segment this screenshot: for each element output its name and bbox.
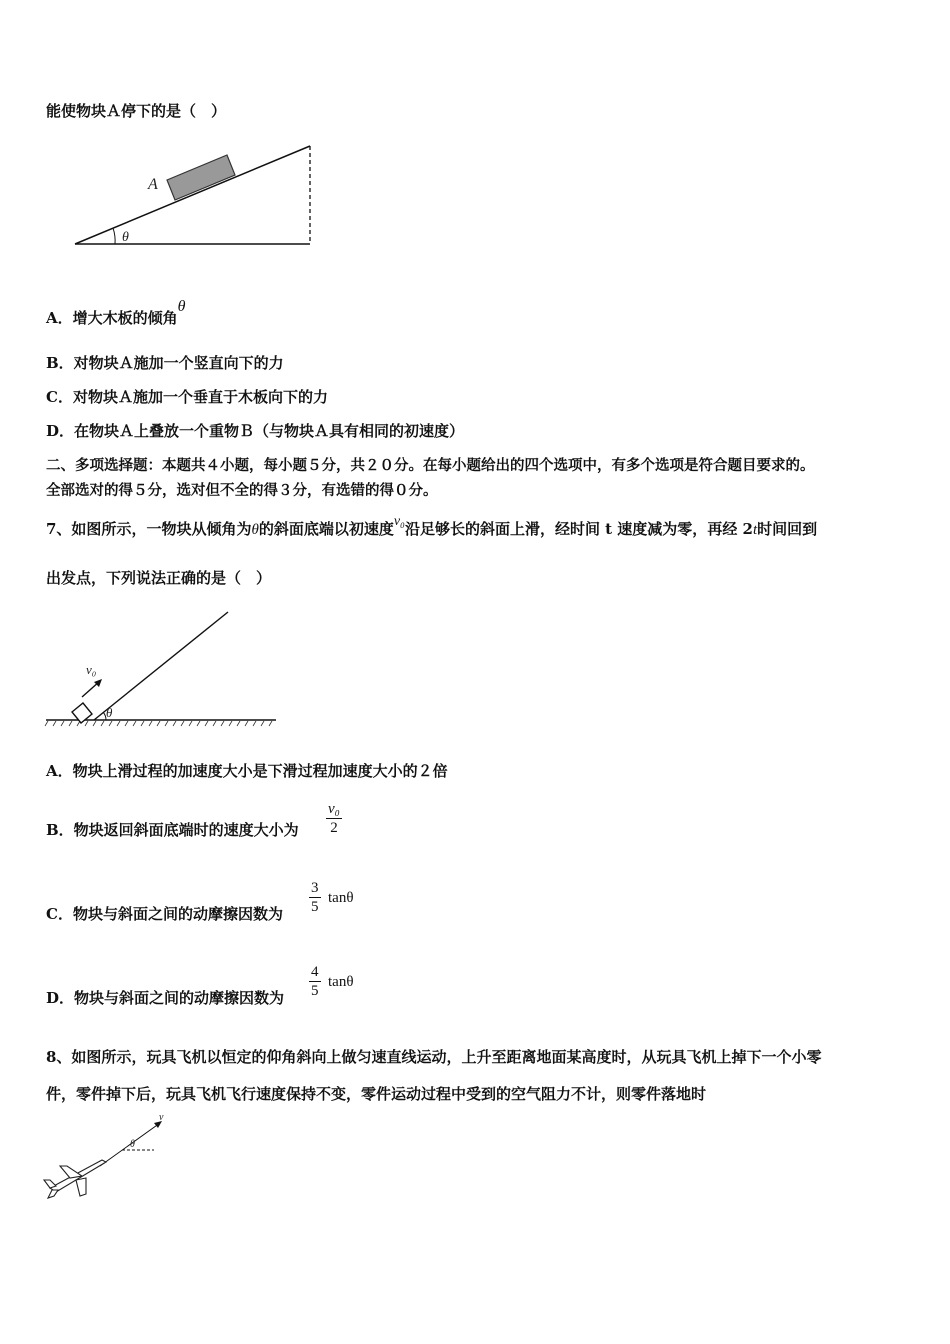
q8-airplane-figure — [42, 1110, 172, 1202]
q7-option-d-denominator: 5 — [311, 983, 319, 999]
q7-option-b-numerator: v₀ — [328, 801, 340, 817]
q7-option-d: D．物块与斜面之间的动摩擦因数为 — [46, 989, 285, 1007]
q7-angle-label: θ — [106, 705, 113, 720]
angle-arc — [113, 228, 115, 244]
q7-velocity-label: v₀ — [86, 662, 97, 677]
q7-option-d-fraction — [309, 963, 321, 1000]
q7-stem-part4: 时间回到 — [757, 520, 818, 538]
angle-label: θ — [122, 230, 129, 245]
section2-heading-line2: 全部选对的得５分，选对但不全的得３分，有选错的得０分。 — [46, 482, 438, 499]
q7-incline-figure — [44, 606, 280, 732]
q7-ground-hatch — [45, 721, 272, 726]
q7-option-b-denominator: 2 — [330, 820, 338, 836]
q6-option-c: C．对物块Ａ施加一个垂直于木板向下的力 — [46, 388, 328, 406]
q8-angle-label: θ — [130, 1139, 135, 1150]
incline-slope — [75, 146, 310, 244]
q7-stem-part1: 7、如图所示，一物块从倾角为 — [46, 520, 252, 538]
q8-stem-line1: 8、如图所示，玩具飞机以恒定的仰角斜向上做匀速直线运动，上升至距离地面某高度时，从玩具飞机上掉下一个小零 — [46, 1048, 822, 1066]
q7-option-c-denominator: 5 — [311, 899, 319, 915]
q7-option-d-tan: tanθ — [328, 974, 354, 990]
q7-option-c: C．物块与斜面之间的动摩擦因数为 — [46, 905, 283, 923]
q7-option-c-tan: tanθ — [328, 890, 354, 906]
q7-option-c-fraction — [309, 879, 321, 916]
q7-theta: θ — [251, 522, 259, 538]
q6-option-a — [46, 298, 186, 329]
q7-option-c-numerator: 3 — [311, 880, 319, 896]
q7-option-b: B．物块返回斜面底端时的速度大小为 — [46, 821, 299, 839]
q6-option-a-theta: θ — [177, 298, 186, 315]
q6-option-a-text: A．增大木板的倾角 — [46, 309, 178, 327]
q6-stem: 能使物块Ａ停下的是（ ） — [46, 102, 227, 120]
q7-stem-part3: 沿足够长的斜面上滑，经时间 t 速度减为零，再经 2 — [404, 520, 753, 538]
block-a — [167, 155, 235, 200]
q7-v0: v₀ — [393, 514, 405, 529]
block-a-label: A — [148, 176, 158, 193]
q6-option-b: B．对物块Ａ施加一个竖直向下的力 — [46, 354, 284, 372]
q8-stem-line2: 件，零件掉下后，玩具飞机飞行速度保持不变，零件运动过程中受到的空气阻力不计，则零件落地时 — [46, 1085, 707, 1103]
airplane-icon — [44, 1160, 106, 1198]
q7-option-d-numerator: 4 — [311, 964, 319, 980]
q7-slope — [94, 612, 228, 720]
q8-velocity-label: v — [159, 1112, 164, 1123]
q7-stem-part2: 的斜面底端以初速度 — [258, 520, 394, 538]
section2-heading-line1: 二、多项选择题：本题共４小题，每小题５分，共２０分。在每小题给出的四个选项中，有多个选项是符合题目要求的。 — [46, 457, 815, 474]
q7-t: t — [752, 522, 758, 538]
q7-option-b-fraction — [326, 800, 342, 837]
q7-stem-line2: 出发点，下列说法正确的是（ ） — [46, 569, 272, 587]
q7-option-a: A．物块上滑过程的加速度大小是下滑过程加速度大小的２倍 — [46, 762, 448, 780]
q6-option-d: D．在物块Ａ上叠放一个重物Ｂ（与物块Ａ具有相同的初速度） — [46, 422, 465, 440]
q7-stem-line1 — [46, 514, 818, 541]
q6-incline-figure — [70, 140, 320, 250]
